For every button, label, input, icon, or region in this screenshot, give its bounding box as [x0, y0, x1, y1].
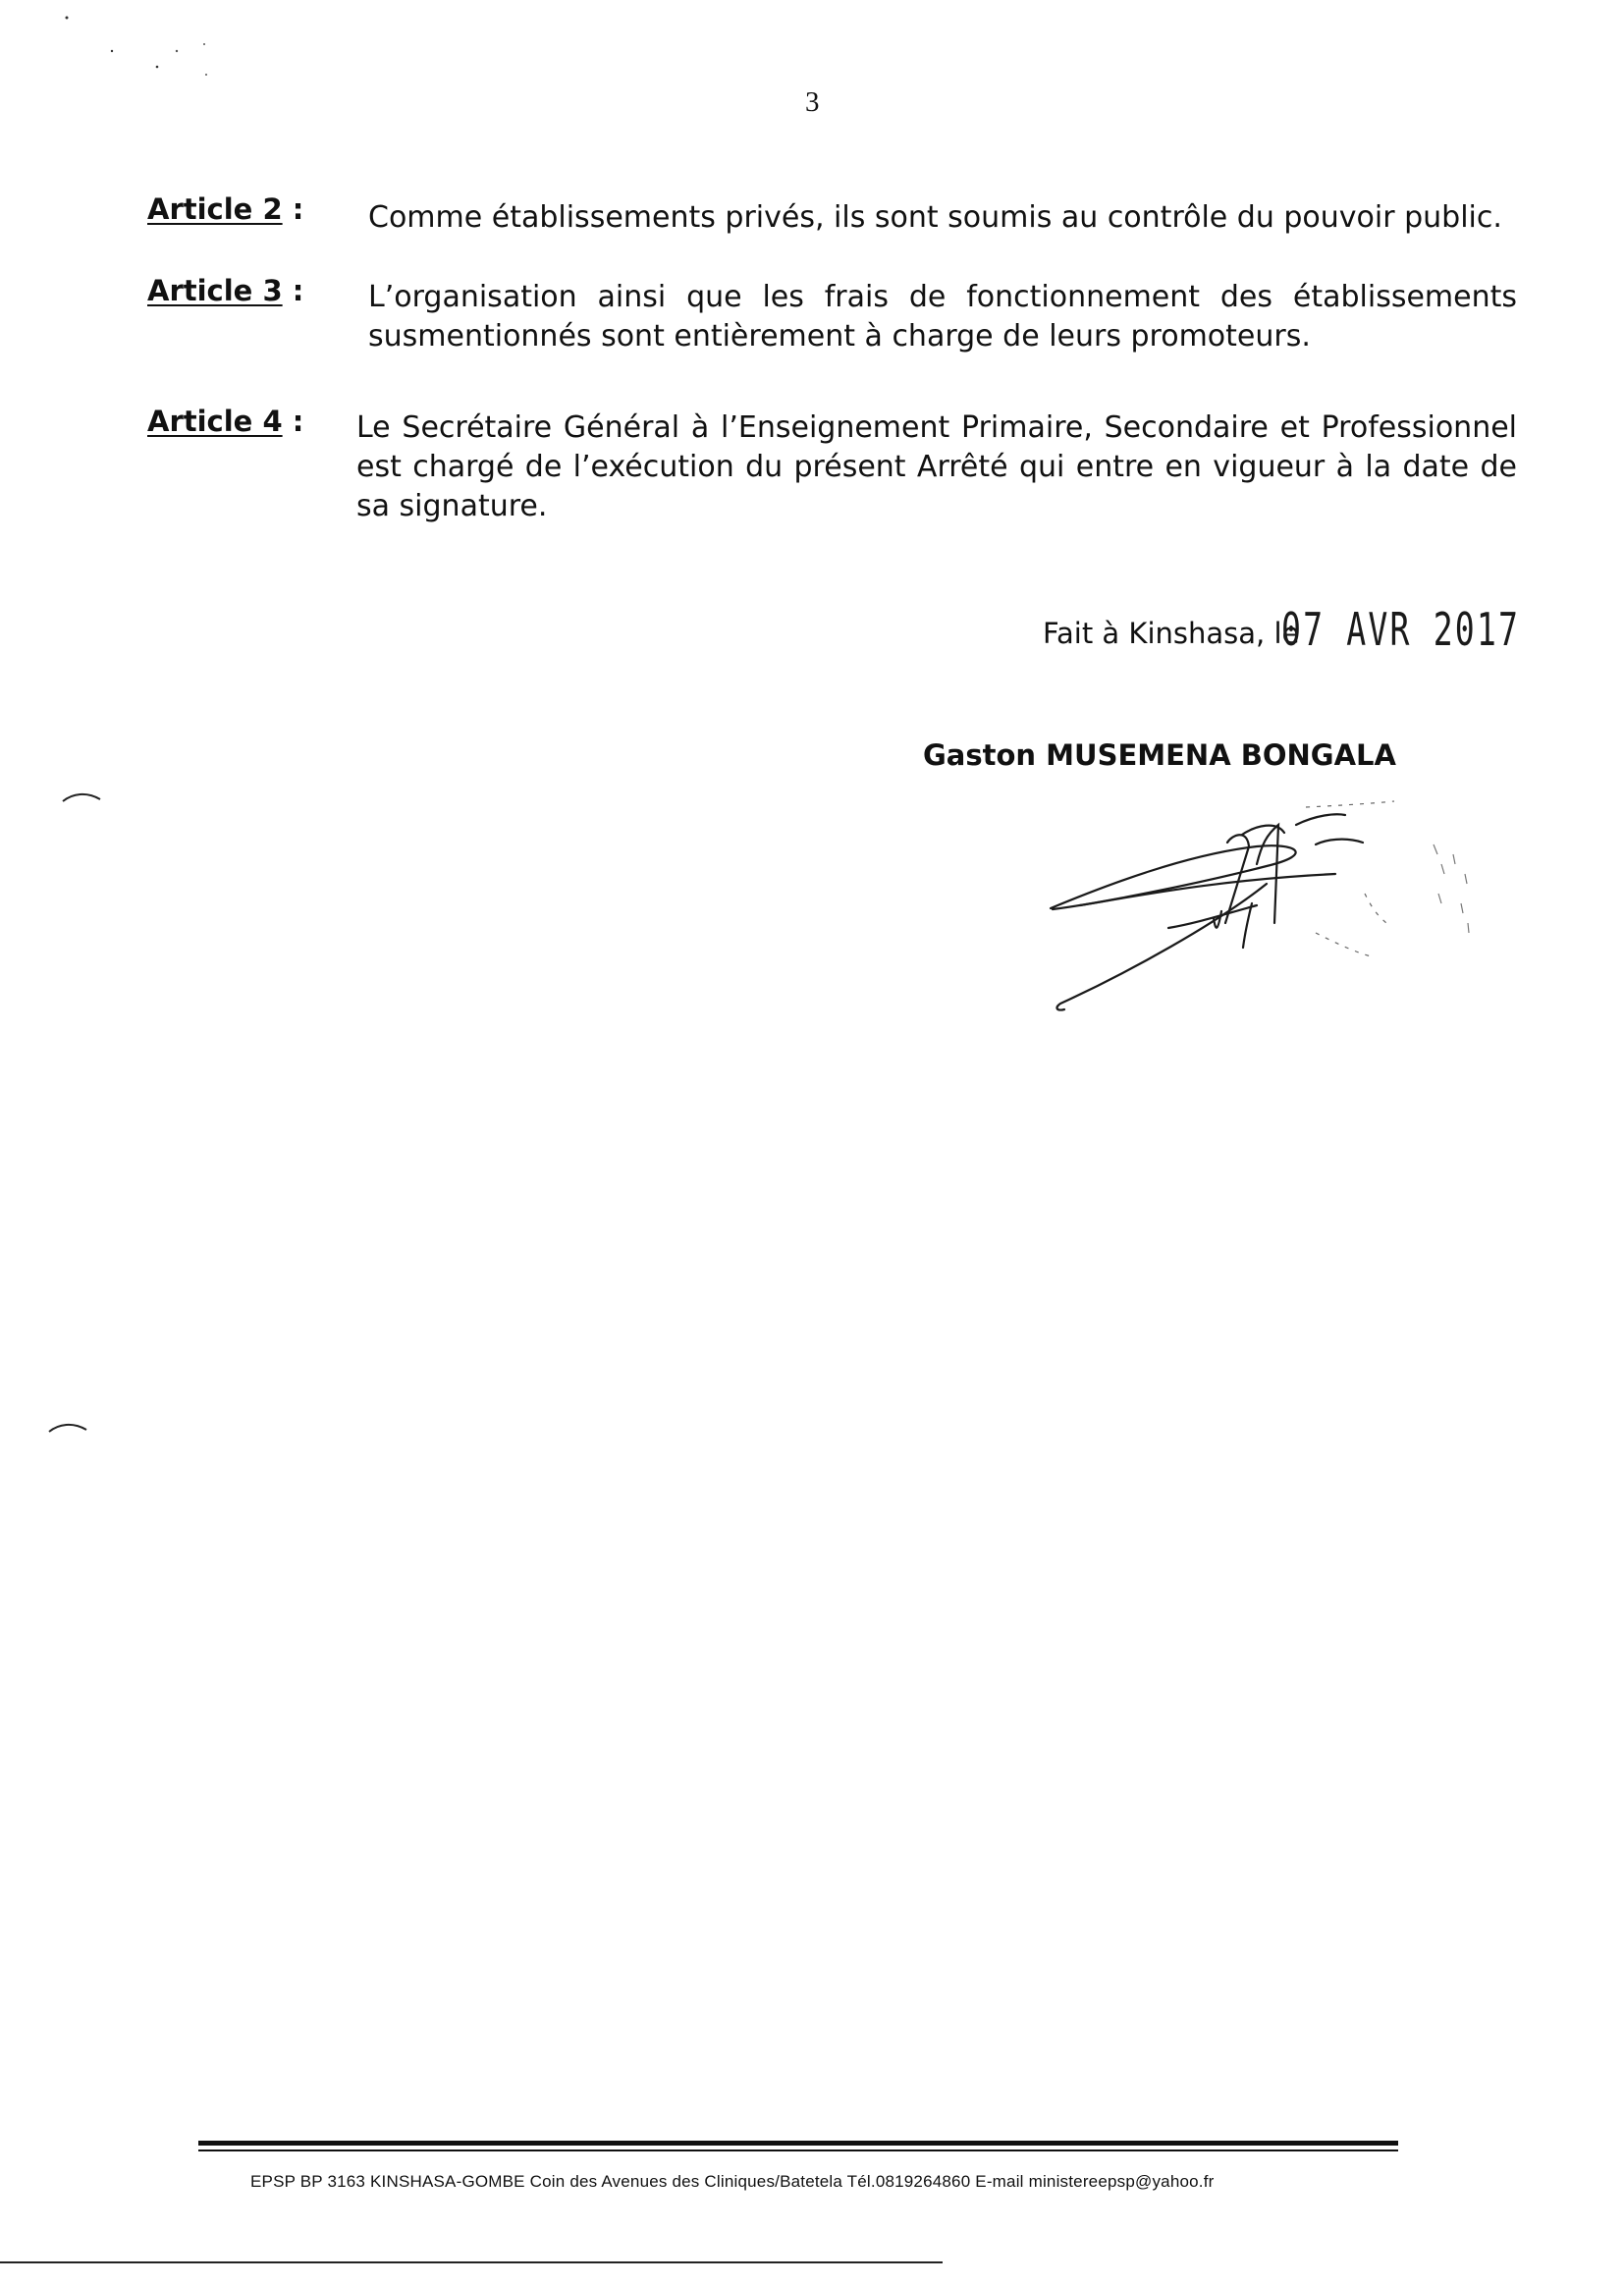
article-label-suffix: :: [282, 274, 304, 307]
handwritten-signature: [1021, 786, 1473, 1031]
scan-specks: [59, 10, 216, 79]
article-label: [147, 405, 363, 438]
article-label-text: Article 2: [147, 192, 283, 226]
bottom-rule: [0, 2261, 943, 2263]
signer-name: Gaston MUSEMENA BONGALA: [923, 738, 1396, 772]
article-label-text: Article 4: [147, 405, 283, 438]
footer-rule: [198, 2141, 1398, 2154]
article-label: [147, 192, 363, 226]
margin-mark: [45, 1418, 94, 1438]
article-label: [147, 274, 363, 307]
article-text: Comme établissements privés, ils sont soumis au contrôle du pouvoir public.: [368, 200, 1502, 235]
article-2: [147, 192, 1522, 251]
article-label-suffix: :: [282, 405, 304, 438]
date-stamp: 07 AVR 2017: [1281, 603, 1521, 656]
footer-address: EPSP BP 3163 KINSHASA-GOMBE Coin des Avenues des Cliniques/Batetela Tél.0819264860 E-mail ministereepsp@yahoo.fr: [250, 2172, 1215, 2191]
article-4: [147, 405, 1522, 542]
article-3: [147, 274, 1522, 372]
margin-mark: [59, 788, 108, 807]
page-number: 3: [805, 86, 820, 118]
article-text: L’organisation ainsi que les frais de fonctionnement des établissements susmentionnés sont entièrement à charge de leurs promoteurs.: [368, 280, 1517, 354]
article-label-suffix: :: [282, 192, 304, 226]
article-text: Le Secrétaire Général à l’Enseignement Primaire, Secondaire et Professionnel est chargé de l’exécution du présent Arrêté qui entre en vigueur à la date de sa signature.: [356, 410, 1517, 523]
article-label-text: Article 3: [147, 274, 283, 307]
place-text: Fait à Kinshasa, le: [1043, 617, 1300, 650]
